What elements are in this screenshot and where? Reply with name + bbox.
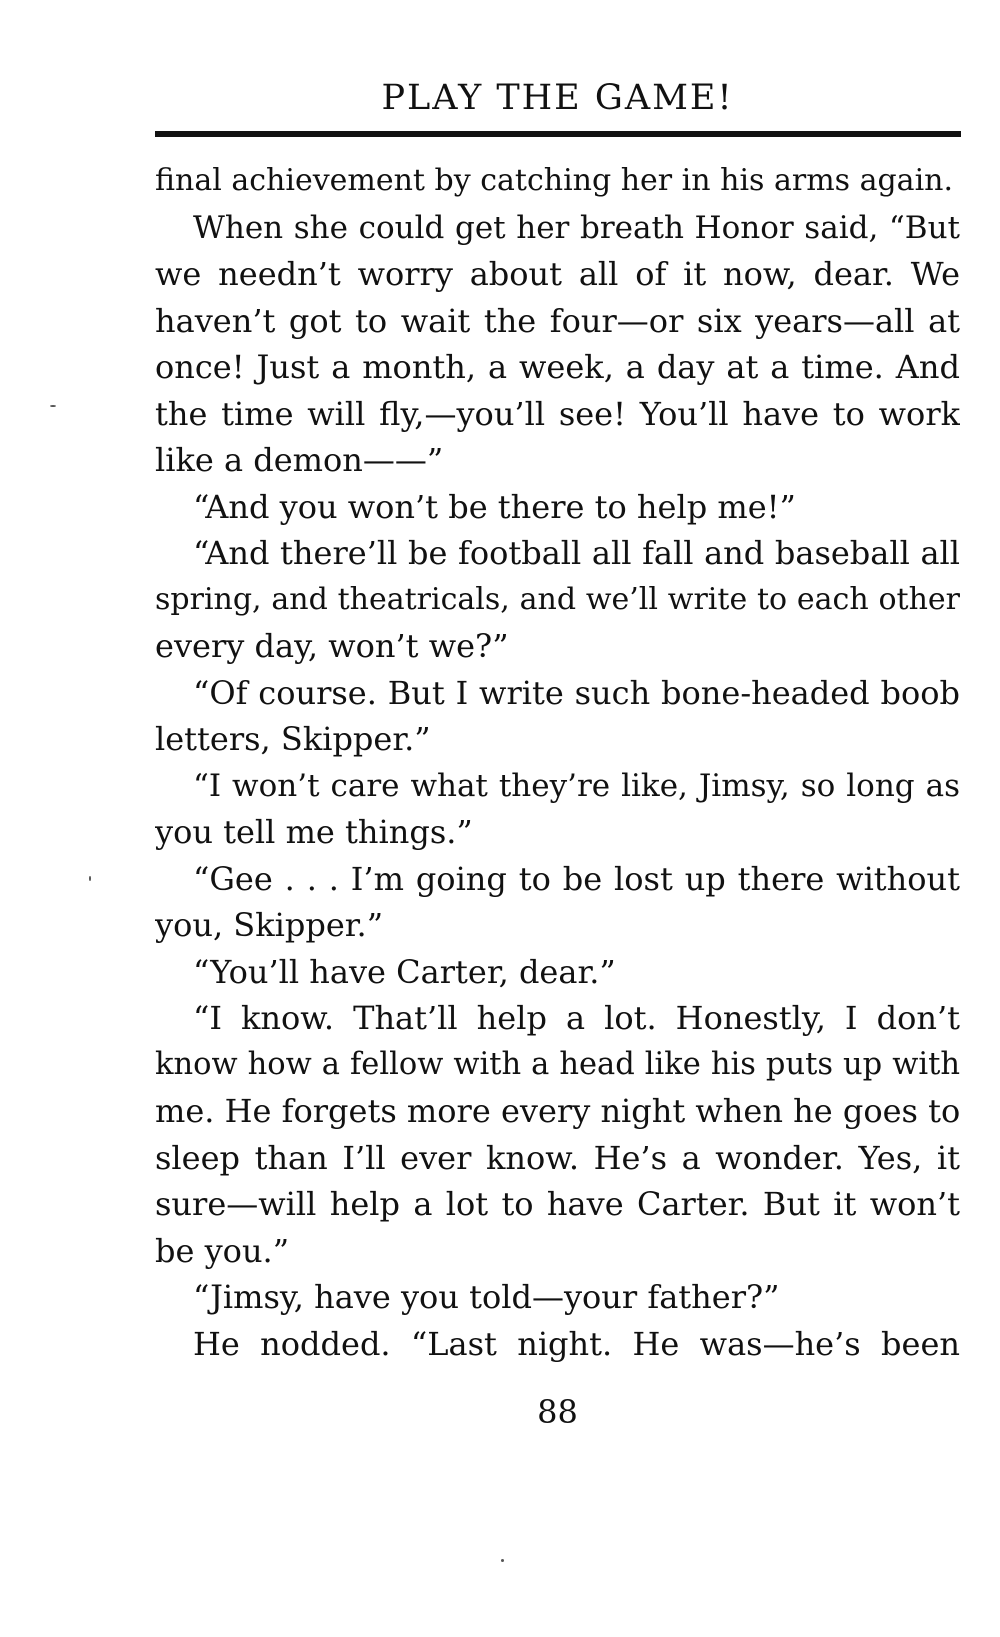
- text-line: spring, and theatricals, and we’ll write to each other: [155, 581, 960, 617]
- text-line: “Jimsy, have you told—your father?”: [193, 1278, 780, 1316]
- text-line: haven’t got to wait the four—or six years—all at: [155, 301, 960, 340]
- text-line: be you.”: [155, 1231, 290, 1270]
- text-line: sure—will help a lot to have Carter. But it won’t: [155, 1185, 960, 1223]
- text-line: He nodded. “Last night. He was—he’s been: [193, 1324, 960, 1363]
- text-line: “I know. That’ll help a lot. Honestly, I don’t: [193, 999, 960, 1037]
- text-line: like a demon——”: [155, 441, 444, 479]
- text-line: every day, won’t we?”: [155, 627, 509, 665]
- header-rule: [155, 131, 961, 137]
- text-line: When she could get her breath Honor said, “But: [193, 209, 960, 246]
- text-line: “And you won’t be there to help me!”: [193, 487, 796, 526]
- scan-speck: [89, 876, 91, 881]
- text-line: once! Just a month, a week, a day at a time. And: [155, 348, 960, 386]
- text-line: you, Skipper.”: [155, 906, 384, 944]
- text-line: me. He forgets more every night when he goes to: [155, 1092, 960, 1130]
- text-line: “And there’ll be football all fall and baseball all: [193, 534, 960, 572]
- text-line: “You’ll have Carter, dear.”: [193, 952, 616, 991]
- page-number: 88: [537, 1393, 578, 1431]
- text-line: we needn’t worry about all of it now, dear. We: [155, 255, 960, 293]
- scan-speck: [50, 405, 56, 407]
- running-head: PLAY THE GAME!: [381, 78, 734, 118]
- text-line: “Of course. But I write such bone-headed boob: [193, 673, 960, 712]
- text-line: know how a fellow with a head like his puts up with: [155, 1046, 960, 1082]
- text-line: letters, Skipper.”: [155, 720, 431, 758]
- text-line: sleep than I’ll ever know. He’s a wonder. Yes, it: [155, 1138, 960, 1177]
- text-line: you tell me things.”: [155, 813, 473, 851]
- body-text: [155, 158, 960, 1367]
- text-line: “I won’t care what they’re like, Jimsy, so long as: [193, 767, 960, 804]
- text-line: final achievement by catching her in his arms again.: [155, 163, 954, 198]
- text-line: “Gee . . . I’m going to be lost up there without: [193, 859, 960, 898]
- text-line: the time will fly,—you’ll see! You’ll have to work: [155, 394, 960, 433]
- scan-speck: [501, 1559, 504, 1562]
